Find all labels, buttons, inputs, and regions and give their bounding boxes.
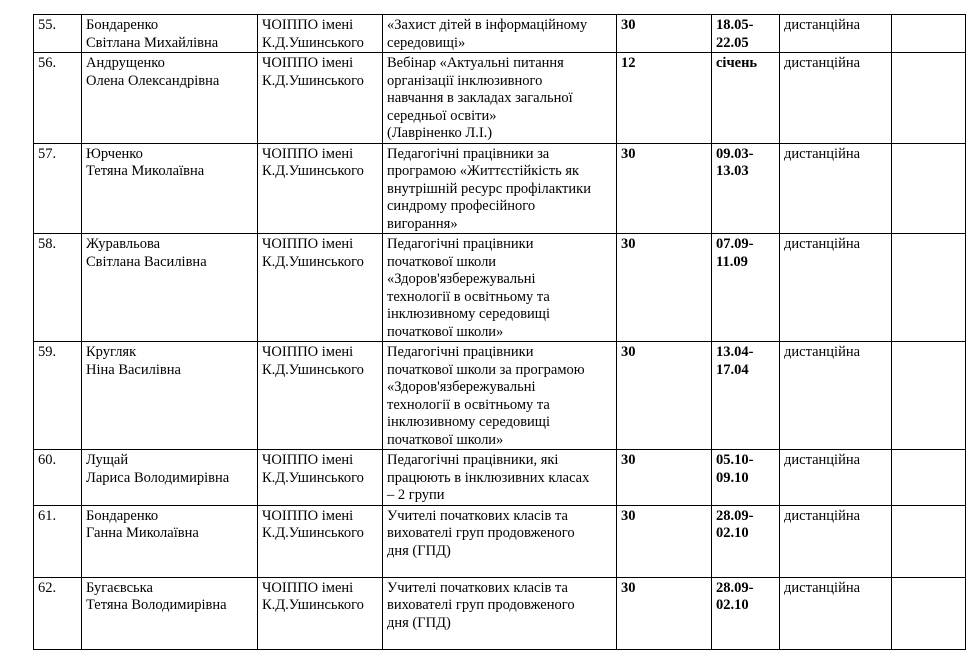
institution xyxy=(258,577,383,649)
course-dates-line: січень xyxy=(716,55,758,71)
course-topic-line: технології в освітньому та xyxy=(387,288,550,305)
empty-cell xyxy=(892,234,966,342)
study-form: дистанційна xyxy=(780,234,892,342)
course-dates-line: 02.10 xyxy=(716,597,749,613)
row-number: 61. xyxy=(34,505,82,577)
participant-name-line: Ніна Василівна xyxy=(86,361,181,378)
institution-line: К.Д.Ушинського xyxy=(262,525,364,541)
course-topic-line: середньої освіти» xyxy=(387,107,497,124)
participant-name xyxy=(82,342,258,450)
study-form: дистанційна xyxy=(780,143,892,234)
institution-line: ЧОІППО імені xyxy=(262,507,354,524)
table-row xyxy=(34,234,966,342)
institution-line: К.Д.Ушинського xyxy=(262,361,364,378)
institution-line: К.Д.Ушинського xyxy=(262,163,364,179)
training-table xyxy=(33,14,966,650)
participant-name xyxy=(82,53,258,144)
participant-name-line: Андрущенко xyxy=(86,55,165,71)
course-dates-line: 13.03 xyxy=(716,163,749,179)
course-dates xyxy=(712,53,780,144)
row-number: 58. xyxy=(34,234,82,342)
course-dates-line: 05.10- xyxy=(716,452,754,468)
institution-line: К.Д.Ушинського xyxy=(262,469,364,486)
institution-line: ЧОІППО імені xyxy=(262,344,354,360)
participant-name-line: Юрченко xyxy=(86,145,143,162)
participant-name xyxy=(82,15,258,53)
course-topic xyxy=(383,577,617,649)
empty-cell xyxy=(892,143,966,234)
institution xyxy=(258,342,383,450)
empty-cell xyxy=(892,53,966,144)
course-topic-line: технології в освітньому та xyxy=(387,396,550,413)
row-number: 57. xyxy=(34,143,82,234)
course-hours: 30 xyxy=(617,505,712,577)
course-topic-line: «Здоров'язбережувальні xyxy=(387,271,536,287)
row-number: 55. xyxy=(34,15,82,53)
course-hours: 30 xyxy=(617,450,712,506)
table-row xyxy=(34,342,966,450)
course-topic-line: середовищі» xyxy=(387,34,466,51)
row-number: 56. xyxy=(34,53,82,144)
course-topic-line: синдрому професійного xyxy=(387,198,536,214)
course-hours: 30 xyxy=(617,577,712,649)
course-topic-line: Педагогічні працівники за xyxy=(387,145,550,162)
participant-name-line: Тетяна Миколаївна xyxy=(86,163,205,179)
participant-name-line: Бондаренко xyxy=(86,507,159,524)
course-dates-line: 18.05- xyxy=(716,17,754,33)
table-body xyxy=(34,15,966,650)
table-row xyxy=(34,143,966,234)
course-dates xyxy=(712,15,780,53)
row-number: 59. xyxy=(34,342,82,450)
institution-line: К.Д.Ушинського xyxy=(262,34,364,51)
institution xyxy=(258,143,383,234)
institution-line: ЧОІППО імені xyxy=(262,55,354,71)
study-form: дистанційна xyxy=(780,15,892,53)
study-form: дистанційна xyxy=(780,577,892,649)
empty-cell xyxy=(892,342,966,450)
institution-line: ЧОІППО імені xyxy=(262,579,354,596)
institution xyxy=(258,234,383,342)
course-topic-line: вихователі груп продовженого xyxy=(387,597,575,613)
institution-line: К.Д.Ушинського xyxy=(262,72,364,89)
course-hours: 30 xyxy=(617,234,712,342)
institution-line: ЧОІППО імені xyxy=(262,17,354,33)
course-dates xyxy=(712,234,780,342)
participant-name xyxy=(82,450,258,506)
study-form: дистанційна xyxy=(780,450,892,506)
participant-name-line: Лущай xyxy=(86,452,129,468)
course-topic-line: (Лавріненко Л.І.) xyxy=(387,125,493,141)
course-topic-line: Педагогічні працівники, які xyxy=(387,452,559,468)
institution xyxy=(258,15,383,53)
course-dates-line: 28.09- xyxy=(716,579,754,596)
course-dates-line: 09.03- xyxy=(716,145,754,162)
course-topic-line: програмою «Життєстійкість як xyxy=(387,163,580,179)
institution xyxy=(258,505,383,577)
course-topic-line: – 2 групи xyxy=(387,487,445,503)
table-row xyxy=(34,15,966,53)
course-dates xyxy=(712,342,780,450)
participant-name xyxy=(82,234,258,342)
institution-line: ЧОІППО імені xyxy=(262,145,354,162)
course-topic-line: інклюзивному середовищі xyxy=(387,306,550,322)
participant-name-line: Світлана Михайлівна xyxy=(86,34,219,51)
course-topic-line: дня (ГПД) xyxy=(387,542,451,559)
course-topic xyxy=(383,53,617,144)
institution xyxy=(258,450,383,506)
course-topic-line: організації інклюзивного xyxy=(387,72,543,89)
course-topic-line: початкової школи» xyxy=(387,431,504,448)
course-topic-line: початкової школи за програмою xyxy=(387,361,585,378)
course-topic xyxy=(383,143,617,234)
course-topic-line: дня (ГПД) xyxy=(387,614,451,631)
empty-cell xyxy=(892,505,966,577)
study-form: дистанційна xyxy=(780,342,892,450)
course-topic-line: Вебінар «Актуальні питання xyxy=(387,55,564,71)
course-hours: 30 xyxy=(617,15,712,53)
course-topic-line: Учителі початкових класів та xyxy=(387,579,568,596)
course-dates xyxy=(712,143,780,234)
course-hours: 30 xyxy=(617,342,712,450)
course-hours: 12 xyxy=(617,53,712,144)
row-number: 60. xyxy=(34,450,82,506)
course-dates xyxy=(712,450,780,506)
course-dates-line: 28.09- xyxy=(716,507,754,524)
empty-cell xyxy=(892,450,966,506)
course-topic-line: «Захист дітей в інформаційному xyxy=(387,17,588,33)
empty-cell xyxy=(892,577,966,649)
participant-name xyxy=(82,577,258,649)
table-row xyxy=(34,505,966,577)
study-form: дистанційна xyxy=(780,53,892,144)
institution-line: К.Д.Ушинського xyxy=(262,597,364,613)
course-topic-line: працюють в інклюзивних класах xyxy=(387,469,590,486)
course-topic-line: вигорання» xyxy=(387,215,458,232)
course-topic-line: Педагогічні працівники xyxy=(387,236,534,252)
course-topic-line: Учителі початкових класів та xyxy=(387,507,568,524)
course-dates xyxy=(712,505,780,577)
table-row xyxy=(34,577,966,649)
participant-name-line: Журавльова xyxy=(86,236,161,252)
course-topic xyxy=(383,15,617,53)
course-dates-line: 02.10 xyxy=(716,525,749,541)
institution xyxy=(258,53,383,144)
participant-name-line: Бондаренко xyxy=(86,17,159,33)
course-dates-line: 22.05 xyxy=(716,34,749,51)
participant-name xyxy=(82,143,258,234)
course-topic-line: «Здоров'язбережувальні xyxy=(387,379,536,395)
course-dates xyxy=(712,577,780,649)
participant-name-line: Бугаєвська xyxy=(86,579,153,596)
course-topic xyxy=(383,505,617,577)
course-topic-line: інклюзивному середовищі xyxy=(387,414,550,430)
participant-name-line: Олена Олександрівна xyxy=(86,72,220,89)
course-topic-line: вихователі груп продовженого xyxy=(387,525,575,541)
course-topic-line: початкової школи xyxy=(387,253,497,270)
course-hours: 30 xyxy=(617,143,712,234)
course-topic-line: початкової школи» xyxy=(387,323,504,340)
course-topic-line: внутрішній ресурс профілактики xyxy=(387,180,591,197)
empty-cell xyxy=(892,15,966,53)
course-dates-line: 09.10 xyxy=(716,469,749,486)
course-dates-line: 17.04 xyxy=(716,361,749,378)
row-number: 62. xyxy=(34,577,82,649)
institution-line: ЧОІППО імені xyxy=(262,236,354,252)
participant-name-line: Ганна Миколаївна xyxy=(86,525,199,541)
study-form: дистанційна xyxy=(780,505,892,577)
institution-line: К.Д.Ушинського xyxy=(262,253,364,270)
course-topic xyxy=(383,450,617,506)
table-row xyxy=(34,450,966,506)
participant-name-line: Світлана Василівна xyxy=(86,253,207,270)
course-topic-line: Педагогічні працівники xyxy=(387,344,534,360)
participant-name-line: Кругляк xyxy=(86,344,137,360)
institution-line: ЧОІППО імені xyxy=(262,452,354,468)
course-dates-line: 13.04- xyxy=(716,344,754,360)
table-row xyxy=(34,53,966,144)
course-topic xyxy=(383,342,617,450)
participant-name-line: Тетяна Володимирівна xyxy=(86,597,227,613)
participant-name xyxy=(82,505,258,577)
course-topic-line: навчання в закладах загальної xyxy=(387,90,573,106)
course-topic xyxy=(383,234,617,342)
course-dates-line: 07.09- xyxy=(716,236,754,252)
participant-name-line: Лариса Володимирівна xyxy=(86,469,230,486)
course-dates-line: 11.09 xyxy=(716,253,748,270)
